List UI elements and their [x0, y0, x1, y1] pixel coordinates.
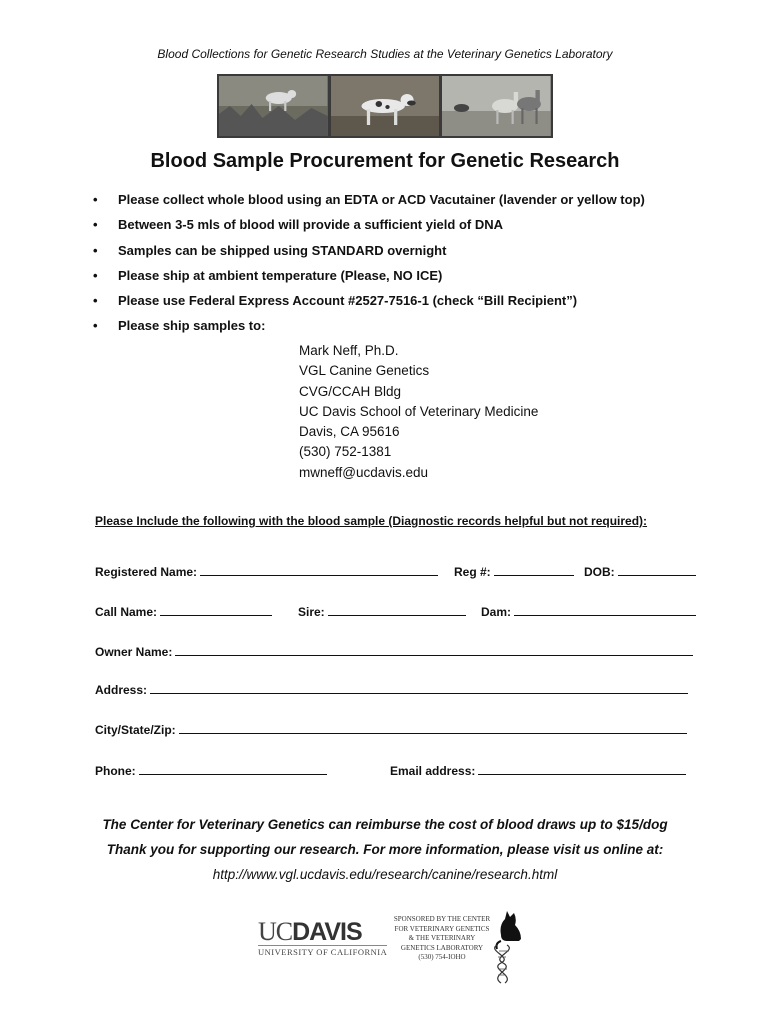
address-label: Address: — [95, 683, 148, 697]
email-label: Email address: — [390, 764, 476, 778]
instruction-text: Please ship at ambient temperature (Please, NO ICE) — [118, 267, 443, 283]
sponsor-line: FOR VETERINARY GENETICS — [394, 924, 490, 933]
list-item — [93, 215, 645, 240]
dam-field[interactable] — [481, 603, 696, 619]
dob-input[interactable] — [618, 563, 696, 576]
research-url-link[interactable]: http://www.vgl.ucdavis.edu/research/canine/research.html — [212, 867, 558, 882]
shipping-address — [299, 341, 538, 483]
ucdavis-logo — [258, 917, 387, 957]
address-line: UC Davis School of Veterinary Medicine — [299, 403, 539, 419]
address-input[interactable] — [150, 681, 688, 694]
ucdavis-wordmark — [258, 917, 387, 947]
thank-you-note: Thank you for supporting our research. For more information, please visit us online at: — [106, 842, 664, 857]
dam-label: Dam: — [481, 605, 512, 619]
reg-number-input[interactable] — [494, 563, 574, 576]
sire-field[interactable] — [298, 603, 466, 619]
call-name-input[interactable] — [160, 603, 272, 616]
call-name-field[interactable] — [95, 603, 272, 619]
city-state-zip-field[interactable] — [95, 721, 687, 737]
page-title: Blood Sample Procurement for Genetic Research — [150, 150, 620, 172]
bullet-icon: • — [93, 293, 98, 309]
city-state-zip-label: City/State/Zip: — [95, 723, 176, 737]
sponsor-line: & THE VETERINARY — [408, 934, 476, 942]
phone-input[interactable] — [139, 762, 327, 775]
sponsor-line: SPONSORED BY THE CENTER — [393, 915, 491, 923]
bullet-icon: • — [93, 267, 98, 283]
address-line: Mark Neff, Ph.D. — [299, 343, 399, 358]
list-item — [93, 190, 645, 215]
photo-pointer-dog — [331, 76, 440, 136]
address-line: CVG/CCAH Bldg — [299, 383, 402, 399]
address-line: Davis, CA 95616 — [299, 424, 400, 440]
registered-name-label: Registered Name: — [95, 565, 198, 579]
sire-input[interactable] — [328, 603, 466, 616]
sire-label: Sire: — [298, 605, 325, 619]
list-item — [93, 266, 645, 291]
sponsor-line: (530) 754-IOHO — [418, 953, 466, 961]
phone-label: Phone: — [95, 764, 136, 778]
phone-field[interactable] — [95, 762, 327, 778]
instruction-text: Please collect whole blood using an EDTA or ACD Vacutainer (lavender or yellow top) — [118, 192, 645, 207]
instruction-text: Please use Federal Express Account #2527-7516-1 (check “Bill Recipient”) — [118, 293, 578, 309]
city-state-zip-input[interactable] — [179, 721, 687, 734]
address-line: VGL Canine Genetics — [299, 363, 430, 379]
bullet-icon: • — [93, 318, 98, 334]
bullet-icon: • — [93, 217, 98, 233]
dog-dna-logo-icon — [487, 905, 535, 987]
include-note-colon: : — [643, 514, 648, 528]
address-field[interactable] — [95, 681, 688, 697]
instruction-text: Please ship samples to: — [118, 318, 266, 334]
photo-horses — [442, 76, 551, 136]
list-item — [93, 291, 645, 316]
reg-number-field[interactable] — [454, 563, 574, 579]
include-note — [95, 514, 647, 528]
list-item — [93, 241, 645, 266]
dob-field[interactable] — [584, 563, 696, 579]
call-name-label: Call Name: — [95, 605, 158, 619]
instruction-text: Samples can be shipped using STANDARD overnight — [118, 242, 447, 258]
animal-photo-strip — [217, 74, 553, 138]
include-note-text: Please Include the following with the blood sample (Diagnostic records helpful but not required) — [95, 514, 644, 528]
sponsor-block — [386, 915, 498, 963]
dob-label: DOB: — [584, 565, 615, 579]
reg-number-label: Reg #: — [454, 565, 491, 579]
photo-dog-field — [219, 76, 328, 136]
address-line: (530) 752-1381 — [299, 444, 392, 460]
uc-text: UC — [258, 917, 293, 946]
owner-name-input[interactable] — [175, 643, 693, 656]
sponsor-line: GENETICS LABORATORY — [400, 943, 484, 952]
address-email[interactable]: mwneff@ucdavis.edu — [299, 464, 429, 480]
dam-input[interactable] — [514, 603, 696, 616]
university-of-california-text: UNIVERSITY OF CALIFORNIA — [258, 947, 388, 957]
list-item — [93, 316, 645, 341]
owner-name-field[interactable] — [95, 643, 693, 659]
instruction-text: Between 3-5 mls of blood will provide a sufficient yield of DNA — [118, 217, 503, 233]
bullet-icon: • — [93, 192, 98, 207]
registered-name-field[interactable] — [95, 563, 438, 579]
document-header-subtitle: Blood Collections for Genetic Research Studies at the Veterinary Genetics Laboratory — [157, 47, 613, 61]
reimbursement-note: The Center for Veterinary Genetics can reimburse the cost of blood draws up to $15/dog — [102, 817, 668, 832]
email-field[interactable] — [390, 762, 686, 778]
owner-name-label: Owner Name: — [95, 645, 173, 659]
bullet-icon: • — [93, 242, 98, 258]
davis-text: DAVIS — [292, 918, 362, 946]
instruction-list — [93, 190, 645, 342]
registered-name-input[interactable] — [200, 563, 438, 576]
email-input[interactable] — [478, 762, 686, 775]
